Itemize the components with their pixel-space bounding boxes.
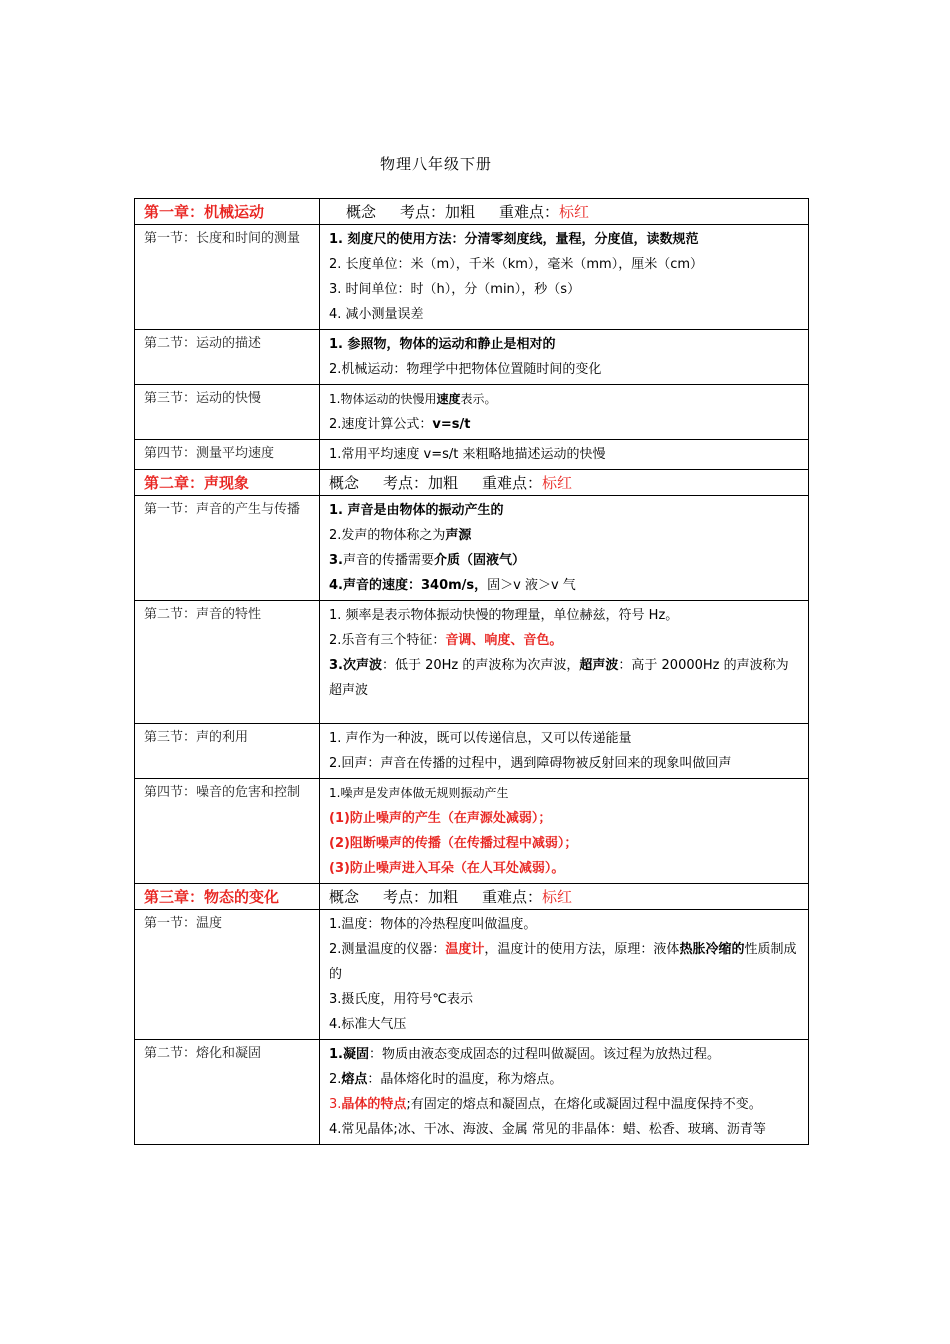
text-run: 1. [329,1047,343,1062]
content-line: (1)防止噪声的产生（在声源处减弱）； [329,811,552,826]
knowledge-table [134,198,809,1145]
table-row [135,601,809,724]
content-line [329,387,800,412]
legend-hard-label: 重难点： [482,888,543,906]
content-line: 2. 长度单位：米（m），千米（km），毫米（mm），厘米（cm） [329,257,704,272]
text-run: 音调、响度、音色。 [445,633,563,648]
text-run: ;有固定的熔点和凝固点，在熔化或凝固过程中温度保持不变。 [406,1097,762,1112]
content-line [329,573,800,598]
table-row [135,225,809,330]
section-content [320,779,809,884]
text-run: 介质（固液气） [434,553,526,568]
text-run: 晶体的特点 [341,1097,407,1112]
text-run: 2.发声的物体称之为 [329,528,446,543]
content-line: 2.机械运动：物理学中把物体位置随时间的变化 [329,362,602,377]
text-run: 3. [329,1097,342,1112]
text-run: 速度 [436,392,461,406]
section-content [320,440,809,470]
content-line: 1. 声作为一种波，既可以传递信息，又可以传递能量 [329,731,632,746]
chapter-title: 第一章：机械运动 [135,199,320,225]
text-run: 超声波 [579,658,619,673]
legend-hard-label: 重难点： [482,474,543,492]
section-name: 第三节：声的利用 [135,724,320,779]
content-line: 1. 参照物，物体的运动和静止是相对的 [329,337,556,352]
text-run: 声源 [445,528,472,543]
content-line: 4.标准大气压 [329,1017,407,1032]
text-run: 固＞v 液＞v 气 [487,578,576,593]
table-row [135,1040,809,1145]
text-run: 熔点 [341,1072,368,1087]
chapter-title: 第三章：物态的变化 [135,884,320,910]
section-name: 第二节：声音的特性 [135,601,320,724]
text-run: ，温度计的使用方法，原理：液体 [484,942,680,957]
content-line: 1. 频率是表示物体振动快慢的物理量，单位赫兹，符号 Hz。 [329,608,679,623]
text-run: 声音的传播需要 [342,553,434,568]
text-run: 1.物体运动的快慢用 [329,392,437,406]
legend-key: 考点：加粗 [383,474,459,492]
content-line: 1.温度：物体的冷热程度叫做温度。 [329,917,537,932]
section-content [320,724,809,779]
content-line: 3. 时间单位：时（h），分（min），秒（s） [329,282,581,297]
page-title: 物理八年级下册 [380,155,493,173]
legend-concept: 概念 [346,203,377,221]
text-run: 2. [329,1072,342,1087]
text-run: ：物质由液态变成固态的过程叫做凝固。该过程为放热过程。 [369,1047,721,1062]
legend-hard-label: 重难点： [499,203,560,221]
content-line: 3.摄氏度，用符号℃表示 [329,992,474,1007]
chapter-title: 第二章：声现象 [135,470,320,496]
section-content [320,1040,809,1145]
content-line: 1.噪声是发声体做无规则振动产生 [329,786,509,800]
section-name: 第二节：运动的描述 [135,330,320,385]
legend [320,884,809,910]
section-name: 第四节：噪音的危害和控制 [135,779,320,884]
chapter-header-row [135,470,809,496]
text-run: 2.乐音有三个特征： [329,633,446,648]
text-run: 2.速度计算公式： [329,417,433,432]
table-row [135,385,809,440]
content-line: 2.回声：声音在传播的过程中，遇到障碍物被反射回来的现象叫做回声 [329,756,732,771]
table-row [135,724,809,779]
section-content [320,496,809,601]
legend [320,470,809,496]
content-line [329,1067,800,1092]
content-line [329,653,800,703]
section-name: 第二节：熔化和凝固 [135,1040,320,1145]
content-line: (3)防止噪声进入耳朵（在人耳处减弱）。 [329,861,565,876]
legend-concept: 概念 [329,888,360,906]
text-run: 性质制成的 [329,942,797,982]
text-run: 温度计 [445,942,485,957]
content-line [329,548,800,573]
text-run: 凝固 [342,1047,369,1062]
legend-key: 考点：加粗 [383,888,459,906]
table-row [135,330,809,385]
section-content [320,385,809,440]
section-name: 第四节：测量平均速度 [135,440,320,470]
section-content [320,601,809,724]
legend-hard-value: 标红 [559,203,590,221]
table-row [135,779,809,884]
chapter-header-row [135,199,809,225]
legend-key: 考点：加粗 [400,203,476,221]
chapter-header-row [135,884,809,910]
text-run: ：晶体熔化时的温度，称为熔点。 [367,1072,563,1087]
section-name: 第一节：声音的产生与传播 [135,496,320,601]
text-run: 2.测量温度的仪器： [329,942,446,957]
table-row [135,910,809,1040]
content-line [329,523,800,548]
table-row [135,496,809,601]
legend-hard-value: 标红 [542,474,573,492]
content-line: 4.常见晶体;冰、干冰、海波、金属 常见的非晶体：蜡、松香、玻璃、沥青等 [329,1122,766,1137]
section-name: 第三节：运动的快慢 [135,385,320,440]
content-line: 1.常用平均速度 v=s/t 来粗略地描述运动的快慢 [329,447,606,462]
content-line [329,412,800,437]
content-line [329,937,800,987]
section-content [320,910,809,1040]
text-run: 3.次声波 [329,658,382,673]
section-content [320,330,809,385]
content-line [329,1042,800,1067]
legend-hard-value: 标红 [542,888,573,906]
text-run: ：高于 20000Hz 的声波称为超声波 [329,658,789,698]
content-line [329,628,800,653]
content-line: (2)阻断噪声的传播（在传播过程中减弱）； [329,836,578,851]
table-row [135,440,809,470]
content-line [329,1092,800,1117]
content-line: 1. 声音是由物体的振动产生的 [329,503,504,518]
text-run: 4.声音的速度：340m/s， [329,578,488,593]
content-line: 4. 减小测量误差 [329,307,424,322]
text-run: 3. [329,553,343,568]
section-name: 第一节：长度和时间的测量 [135,225,320,330]
text-run: ：低于 20Hz 的声波称为次声波， [381,658,580,673]
legend [320,199,809,225]
text-run: 热胀冷缩的 [679,942,745,957]
section-name: 第一节：温度 [135,910,320,1040]
text-run: 表示。 [460,392,497,406]
text-run: v=s/t [432,417,471,432]
legend-concept: 概念 [329,474,360,492]
section-content [320,225,809,330]
content-line: 1. 刻度尺的使用方法：分清零刻度线，量程，分度值，读数规范 [329,232,699,247]
